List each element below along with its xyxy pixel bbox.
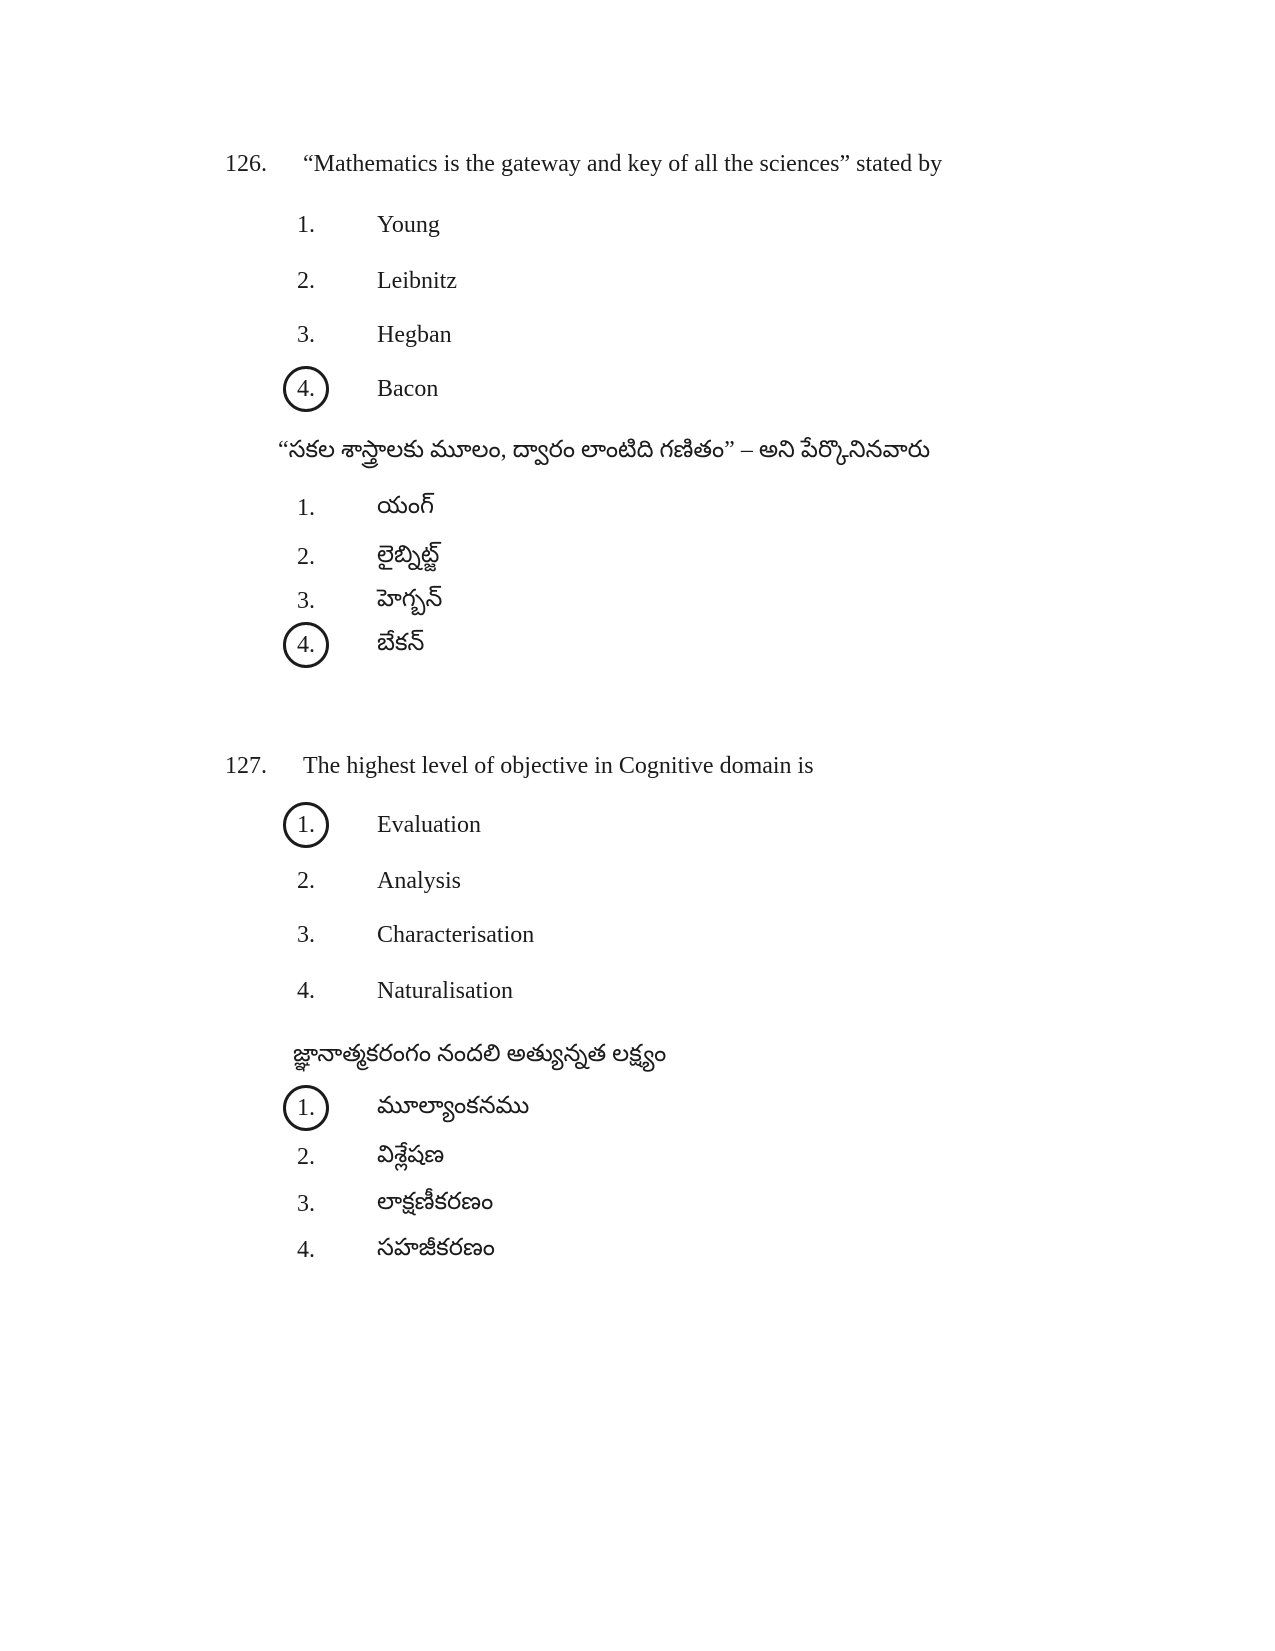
option-number: 1.	[297, 494, 315, 521]
option-number: 2.	[297, 543, 315, 570]
question-text-english: The highest level of objective in Cognitive domain is	[303, 752, 814, 779]
answer-circle	[283, 202, 329, 248]
option-label: మూల్యాంకనము	[377, 1092, 530, 1119]
answer-circle	[283, 1134, 329, 1180]
answer-circle	[283, 968, 329, 1014]
answer-circle	[283, 258, 329, 304]
option-row	[283, 366, 438, 412]
option-number: 1.	[297, 1094, 315, 1121]
option-row	[283, 802, 481, 848]
option-number: 2.	[297, 267, 315, 294]
answer-circle	[283, 1181, 329, 1227]
option-number: 2.	[297, 1143, 315, 1170]
option-row	[283, 258, 457, 304]
answer-circle	[283, 578, 329, 624]
answer-circle	[283, 312, 329, 358]
option-label: లాక్షణీకరణం	[377, 1188, 494, 1215]
answer-circle	[283, 534, 329, 580]
option-row	[283, 1227, 495, 1273]
question-text-telugu	[293, 1033, 666, 1079]
option-label: హెగ్బన్	[377, 585, 443, 612]
option-number: 1.	[297, 211, 315, 238]
option-row	[283, 578, 442, 624]
option-label: Young	[377, 211, 440, 238]
option-row	[283, 968, 513, 1014]
option-row	[283, 312, 452, 358]
option-number: 3.	[297, 321, 315, 348]
option-label: Naturalisation	[377, 977, 513, 1004]
option-row	[283, 858, 461, 904]
answer-circle	[283, 802, 329, 848]
answer-circle	[283, 366, 329, 412]
question-number: 126.	[225, 150, 267, 177]
answer-circle	[283, 622, 329, 668]
option-label: Bacon	[377, 375, 439, 402]
option-label: Hegban	[377, 321, 452, 348]
option-number: 3.	[297, 587, 315, 614]
option-label: Characterisation	[377, 921, 535, 948]
option-number: 4.	[297, 977, 315, 1004]
option-row	[283, 1181, 493, 1227]
option-number: 4.	[297, 1236, 315, 1263]
option-label: యంగ్	[377, 492, 435, 519]
option-number: 4.	[297, 375, 315, 402]
answer-circle	[283, 858, 329, 904]
option-row	[283, 1085, 529, 1131]
answer-circle	[283, 485, 329, 531]
question-text-telugu	[278, 429, 930, 475]
option-number: 4.	[297, 631, 315, 658]
option-row	[283, 534, 439, 580]
option-number: 1.	[297, 811, 315, 838]
option-row	[283, 202, 440, 248]
question-header	[225, 141, 942, 187]
option-label: బేకన్	[377, 629, 425, 656]
option-number: 2.	[297, 867, 315, 894]
option-row	[283, 1134, 444, 1180]
option-label: లైబ్నిట్జ్	[377, 541, 440, 568]
option-number: 3.	[297, 1190, 315, 1217]
option-label: Leibnitz	[377, 267, 457, 294]
question-text-english: “Mathematics is the gateway and key of all the sciences” stated by	[303, 150, 943, 177]
option-row	[283, 485, 434, 531]
option-label: సహజీకరణం	[377, 1234, 495, 1261]
option-label: Evaluation	[377, 811, 481, 838]
answer-circle	[283, 1227, 329, 1273]
answer-circle	[283, 912, 329, 958]
question-header	[225, 743, 814, 789]
question-text-telugu-label: “సకల శాస్త్రాలకు మూలం, ద్వారం లాంటిది గణితం” – అని పేర్కొనినవారు	[278, 436, 931, 463]
question-text-telugu-label: జ్ఞానాత్మకరంగం నందలి అత్యున్నత లక్ష్యం	[293, 1040, 667, 1067]
option-row	[283, 912, 534, 958]
option-number: 3.	[297, 921, 315, 948]
option-label: Analysis	[377, 867, 461, 894]
question-number: 127.	[225, 752, 267, 779]
option-label: విశ్లేషణ	[377, 1141, 445, 1168]
option-row	[283, 622, 424, 668]
answer-circle	[283, 1085, 329, 1131]
